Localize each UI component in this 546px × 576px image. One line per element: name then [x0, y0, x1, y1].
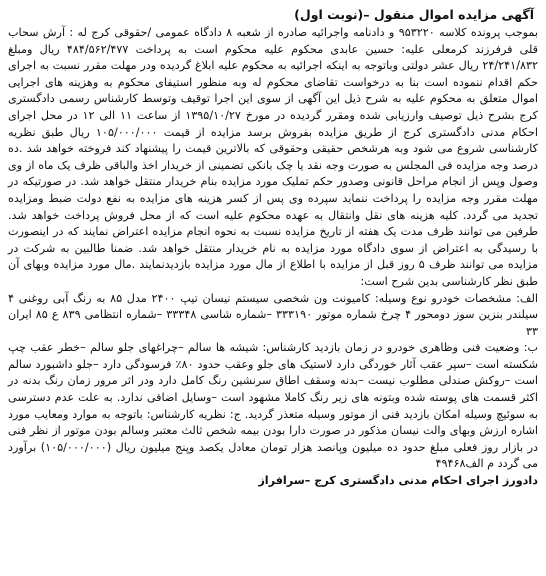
- vehicle-specs-paragraph: الف: مشخصات خودرو نوع وسیله: کامیونت ون شخصی سیستم نیسان تیپ ۲۴۰۰ مدل ۸۵ به رنگ آبی روغنی ۴ سیلندر بنزین سوز دومحور ۴ چرخ شماره موتور ۳۳۳۱۹۰ –شماره شاسی ۳۳۳۴۸ –شماره انتظامی ۸۳۹ ع ۸۵ ایران ۳۳: [8, 291, 539, 338]
- signature-line: دادورز اجرای احکام مدنی دادگستری کرج –سرافراز: [258, 474, 538, 488]
- notice-title: آگهی مزایده اموال منقول –(نوبت اول): [294, 7, 534, 22]
- notice-body-paragraph: بموجب پرونده کلاسه ۹۵۳۲۲۰ و دادنامه واجرائیه صادره از شعبه ۸ دادگاه عمومی /حقوقی کرج له : آرش سحاب قلی فرفرزند کرمعلی علیه: حسین عابدی محکوم علیه محکوم است به پرداخت ۴۸۴/۵۶۲/۴۷۷ ریال ومبلغ ۲۴/۲۴۱/۸۳۲ ریال عشر دولتی وباتوجه به اینکه اجرائیه به محکوم علیه ابلاغ گردیده ودر مهلت مقرر نسبت به اجرای حکم اقدام ننموده است بنا به درخواست تقاضای محکوم له وبه منظور استیفای محکوم به وهزینه های اجرایی اموال متعلق به محکوم علیه به شرح ذیل این آگهی از سوی این اجرا توقیف وتوسط کارشناس رسمی دادگستری کرج بشرح ذیل توصیف وارزیابی شده ومقرر گردیده در مورخ ۱۳۹۵/۱۰/۲۷ از ساعت ۱۱ الی ۱۲ در محل اجرای احکام مدنی دادگستری کرج از طریق مزایده بفروش برسد مزایده از قیمت ۱۰۵/۰۰۰/۰۰۰ ریال طبق نظریه کارشناسی شروع می شود وبه هرشخص حقیقی وحقوقی که بالاترین قیمت را پیشنهاد کند فروخته خواهد شد .ده درصد وجه مزایده فی المجلس به صورت وجه نقد یا چک بانکی تضمینی از خریدار اخذ والباقی ظرف یک ماه از وی وصول وپس از انجام مراحل قانونی وصدور حکم تملیک مورد مزایده بنام خریدار منتقل خواهد شد. در صورتیکه در مهلت مقرر وجه مزایده را پرداخت ننماید سپرده وی پس از کسر هزینه های مزایده به نفع دولت ضبط ومزایده تجدید می گردد. کلیه هزینه های نقل وانتقال به عهده محکوم علیه است که از محل فروش پرداخت خواهد شد. طرفین می توانند ظرف مدت یک هفته از تاریخ مزایده نسبت به نحوه انجام مزایده اعتراض نمایند که در اینصورت با رسیدگی به اعتراض از سوی دادگاه مورد مزایده به نام خریدار منتقل خواهد شد. ضمنا طالبین به شرکت در مزایده می توانند ظرف ۵ روز قبل از مزایده با اطلاع از مال مورد مزایده بازدیدنمایند .مال مورد مزایده وبهای آن طبق نظر کارشناسی بدین شرح است:: [8, 26, 538, 288]
- auction-notice: [8, 6, 538, 572]
- vehicle-condition-paragraph: ب: وضعیت فنی وظاهری خودرو در زمان بازدید کارشناس: شیشه ها سالم –چراغهای جلو سالم –خطر عقب چپ شکسته است –سپر عقب آثار خوردگی دارد لاستیک های جلو وعقب حدود ۸۰٪ فرسودگی دارد –جلو داشبورد سالم است –روکش صندلی مطلوب نیست –بدنه وسقف اطاق سرنشین رنگ کامل دارد ودر اثر مرور زمان رنگ بدنه در اکثر قسمت های پوسته شده وبتونه های زیر رنگ کاملا مشهود است –وسایل اضافی ندارد. به علت عدم دسترسی به سوئیچ وسیله امکان بازدید فنی از موتور وسیله متعذر گردید. ج: نظریه کارشناس: باتوجه به موارد ومعایب مورد اشاره ارزش وبهای والت نیسان مذکور در صورت دارا بودن بیمه شخص ثالث معتبر وسالم بودن موتور از نظر فنی در بازار روز فعلی مبلغ حدود ده میلیون وپانصد هزار تومان معادل یکصد وپنج میلیون ریال (۱۰۵/۰۰۰/۰۰۰) برآورد می گردد م الف۴۹۴۶۸: [8, 341, 538, 471]
